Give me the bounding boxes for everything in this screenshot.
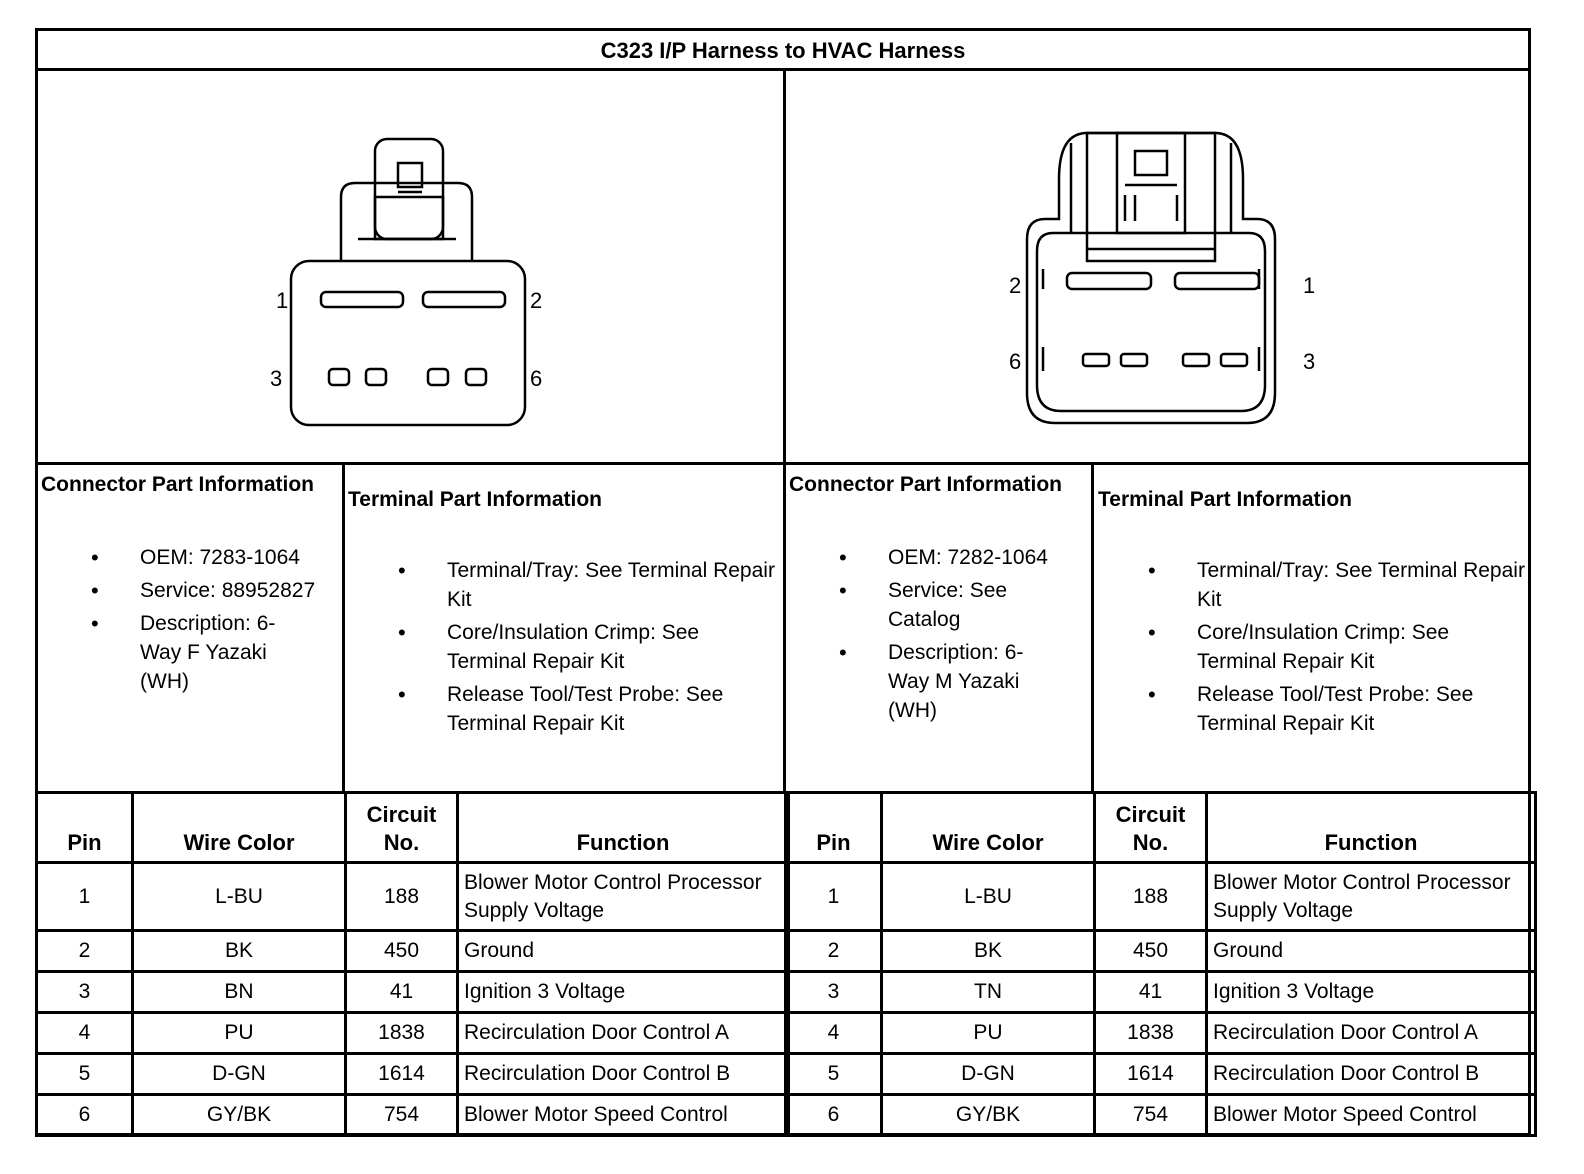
pin-cell: 4 bbox=[37, 1013, 133, 1054]
left-connector-info bbox=[41, 465, 341, 791]
table-row bbox=[786, 1054, 1536, 1095]
circuit-header: Circuit No. bbox=[346, 793, 458, 863]
list-item-text: Core/Insulation Crimp: See Terminal Repair Kit bbox=[447, 621, 700, 673]
list-item-text: Release Tool/Test Probe: See Terminal Repair Kit bbox=[1197, 683, 1474, 735]
circuit-cell: 1614 bbox=[346, 1054, 458, 1095]
wire-color-cell: D-GN bbox=[882, 1054, 1095, 1095]
circuit-cell: 41 bbox=[1095, 972, 1207, 1013]
left-pinout-table bbox=[35, 791, 790, 1137]
wire-color-cell: BK bbox=[882, 931, 1095, 972]
function-cell: Ignition 3 Voltage bbox=[458, 972, 789, 1013]
function-cell: Recirculation Door Control A bbox=[458, 1013, 789, 1054]
list-item-text: OEM: 7282-1064 bbox=[888, 546, 1048, 569]
list-item bbox=[1098, 618, 1530, 676]
circuit-cell: 450 bbox=[346, 931, 458, 972]
list-item-text: Release Tool/Test Probe: See Terminal Repair Kit bbox=[447, 683, 724, 735]
diagram-pin-label: 1 bbox=[276, 288, 289, 313]
bullet-icon: • bbox=[398, 620, 406, 645]
terminal-info-list bbox=[348, 556, 782, 738]
function-header: Function bbox=[458, 793, 789, 863]
bullet-icon: • bbox=[398, 682, 406, 707]
right-terminal-info bbox=[1098, 465, 1530, 791]
diagram-pin-label: 2 bbox=[530, 288, 543, 313]
pin-header: Pin bbox=[786, 793, 882, 863]
table-row bbox=[37, 863, 789, 931]
list-item bbox=[41, 609, 310, 696]
table-row bbox=[37, 931, 789, 972]
list-item-text: Terminal/Tray: See Terminal Repair Kit bbox=[1197, 559, 1525, 611]
right-pinout-table bbox=[784, 791, 1537, 1137]
function-header: Function bbox=[1207, 793, 1536, 863]
circuit-cell: 188 bbox=[1095, 863, 1207, 931]
table-header-row bbox=[786, 793, 1536, 863]
list-item bbox=[41, 576, 341, 605]
circuit-cell: 41 bbox=[346, 972, 458, 1013]
left-info-divider bbox=[342, 463, 345, 791]
wire-color-cell: GY/BK bbox=[133, 1095, 346, 1136]
bullet-icon: • bbox=[398, 558, 406, 583]
circuit-header: Circuit No. bbox=[1095, 793, 1207, 863]
list-item-text: Description: 6-Way F Yazaki (WH) bbox=[140, 612, 276, 693]
pin-cell: 2 bbox=[37, 931, 133, 972]
diagram-pin-label: 6 bbox=[530, 366, 543, 391]
circuit-cell: 1614 bbox=[1095, 1054, 1207, 1095]
connector-info-list bbox=[789, 543, 1089, 725]
circuit-cell: 1838 bbox=[346, 1013, 458, 1054]
table-row bbox=[37, 1013, 789, 1054]
function-cell: Ignition 3 Voltage bbox=[1207, 972, 1536, 1013]
circuit-cell: 754 bbox=[1095, 1095, 1207, 1136]
center-divider bbox=[783, 71, 786, 791]
right-info-divider bbox=[1091, 463, 1094, 791]
wire-color-cell: D-GN bbox=[133, 1054, 346, 1095]
bullet-icon: • bbox=[1148, 620, 1156, 645]
bullet-icon: • bbox=[1148, 558, 1156, 583]
wire-color-cell: GY/BK bbox=[882, 1095, 1095, 1136]
list-item bbox=[41, 543, 341, 572]
bullet-icon: • bbox=[1148, 682, 1156, 707]
wire-color-cell: TN bbox=[882, 972, 1095, 1013]
list-item-text: Service: 88952827 bbox=[140, 579, 316, 602]
list-item bbox=[348, 680, 782, 738]
pin-cell: 6 bbox=[37, 1095, 133, 1136]
connector-info-heading: Connector Part Information bbox=[789, 473, 1063, 496]
terminal-info-list bbox=[1098, 556, 1530, 738]
diagram-pin-label: 6 bbox=[1009, 349, 1022, 374]
table-row bbox=[37, 1095, 789, 1136]
function-cell: Recirculation Door Control B bbox=[1207, 1054, 1536, 1095]
wire-color-cell: L-BU bbox=[133, 863, 346, 931]
wire-color-cell: PU bbox=[133, 1013, 346, 1054]
bullet-icon: • bbox=[839, 545, 847, 570]
circuit-cell: 754 bbox=[346, 1095, 458, 1136]
list-item-text: Core/Insulation Crimp: See Terminal Repair Kit bbox=[1197, 621, 1450, 673]
function-cell: Blower Motor Speed Control bbox=[1207, 1095, 1536, 1136]
male-connector-diagram bbox=[787, 71, 1531, 463]
list-item-text: Terminal/Tray: See Terminal Repair Kit bbox=[447, 559, 775, 611]
diagram-pin-label: 3 bbox=[1303, 349, 1316, 374]
pin-cell: 3 bbox=[37, 972, 133, 1013]
pin-cell: 1 bbox=[786, 863, 882, 931]
table-row bbox=[786, 972, 1536, 1013]
pin-cell: 5 bbox=[37, 1054, 133, 1095]
pin-header: Pin bbox=[37, 793, 133, 863]
table-row bbox=[786, 1013, 1536, 1054]
list-item bbox=[1098, 556, 1530, 614]
list-item bbox=[789, 638, 1058, 725]
pin-cell: 3 bbox=[786, 972, 882, 1013]
list-item-text: Description: 6-Way M Yazaki (WH) bbox=[888, 641, 1024, 722]
page-title: C323 I/P Harness to HVAC Harness bbox=[38, 31, 1528, 71]
list-item-text: OEM: 7283-1064 bbox=[140, 546, 300, 569]
table-header-row bbox=[37, 793, 789, 863]
pin-cell: 5 bbox=[786, 1054, 882, 1095]
wire-color-cell: PU bbox=[882, 1013, 1095, 1054]
function-cell: Blower Motor Control Processor Supply Voltage bbox=[1207, 863, 1536, 931]
wire-color-cell: L-BU bbox=[882, 863, 1095, 931]
pin-cell: 1 bbox=[37, 863, 133, 931]
right-connector-info bbox=[789, 465, 1089, 791]
left-terminal-info bbox=[348, 465, 782, 791]
diagram-pin-label: 1 bbox=[1303, 273, 1316, 298]
bullet-icon: • bbox=[839, 640, 847, 665]
function-cell: Blower Motor Speed Control bbox=[458, 1095, 789, 1136]
circuit-cell: 188 bbox=[346, 863, 458, 931]
list-item bbox=[348, 618, 782, 676]
bullet-icon: • bbox=[91, 611, 99, 636]
circuit-cell: 1838 bbox=[1095, 1013, 1207, 1054]
diagram-pin-label: 2 bbox=[1009, 273, 1022, 298]
wire-color-cell: BN bbox=[133, 972, 346, 1013]
pin-cell: 6 bbox=[786, 1095, 882, 1136]
list-item bbox=[348, 556, 782, 614]
terminal-info-heading: Terminal Part Information bbox=[348, 488, 602, 511]
function-cell: Recirculation Door Control A bbox=[1207, 1013, 1536, 1054]
connector-sheet bbox=[35, 28, 1531, 1136]
table-row bbox=[37, 972, 789, 1013]
terminal-info-heading: Terminal Part Information bbox=[1098, 488, 1352, 511]
circuit-cell: 450 bbox=[1095, 931, 1207, 972]
female-connector-diagram bbox=[38, 71, 784, 463]
function-cell: Blower Motor Control Processor Supply Voltage bbox=[458, 863, 789, 931]
pin-cell: 2 bbox=[786, 931, 882, 972]
pin-cell: 4 bbox=[786, 1013, 882, 1054]
connector-info-list bbox=[41, 543, 341, 696]
list-item bbox=[789, 543, 1089, 572]
table-row bbox=[786, 1095, 1536, 1136]
function-cell: Ground bbox=[458, 931, 789, 972]
connector-info-heading: Connector Part Information bbox=[41, 473, 315, 496]
table-row bbox=[786, 931, 1536, 972]
bullet-icon: • bbox=[91, 578, 99, 603]
function-cell: Ground bbox=[1207, 931, 1536, 972]
list-item bbox=[789, 576, 1038, 634]
list-item bbox=[1098, 680, 1530, 738]
diagram-pin-label: 3 bbox=[270, 366, 283, 391]
list-item-text: Service: See Catalog bbox=[888, 579, 1008, 631]
wire-color-header: Wire Color bbox=[133, 793, 346, 863]
bullet-icon: • bbox=[91, 545, 99, 570]
bullet-icon: • bbox=[839, 578, 847, 603]
wire-color-cell: BK bbox=[133, 931, 346, 972]
function-cell: Recirculation Door Control B bbox=[458, 1054, 789, 1095]
wire-color-header: Wire Color bbox=[882, 793, 1095, 863]
table-row bbox=[37, 1054, 789, 1095]
table-row bbox=[786, 863, 1536, 931]
